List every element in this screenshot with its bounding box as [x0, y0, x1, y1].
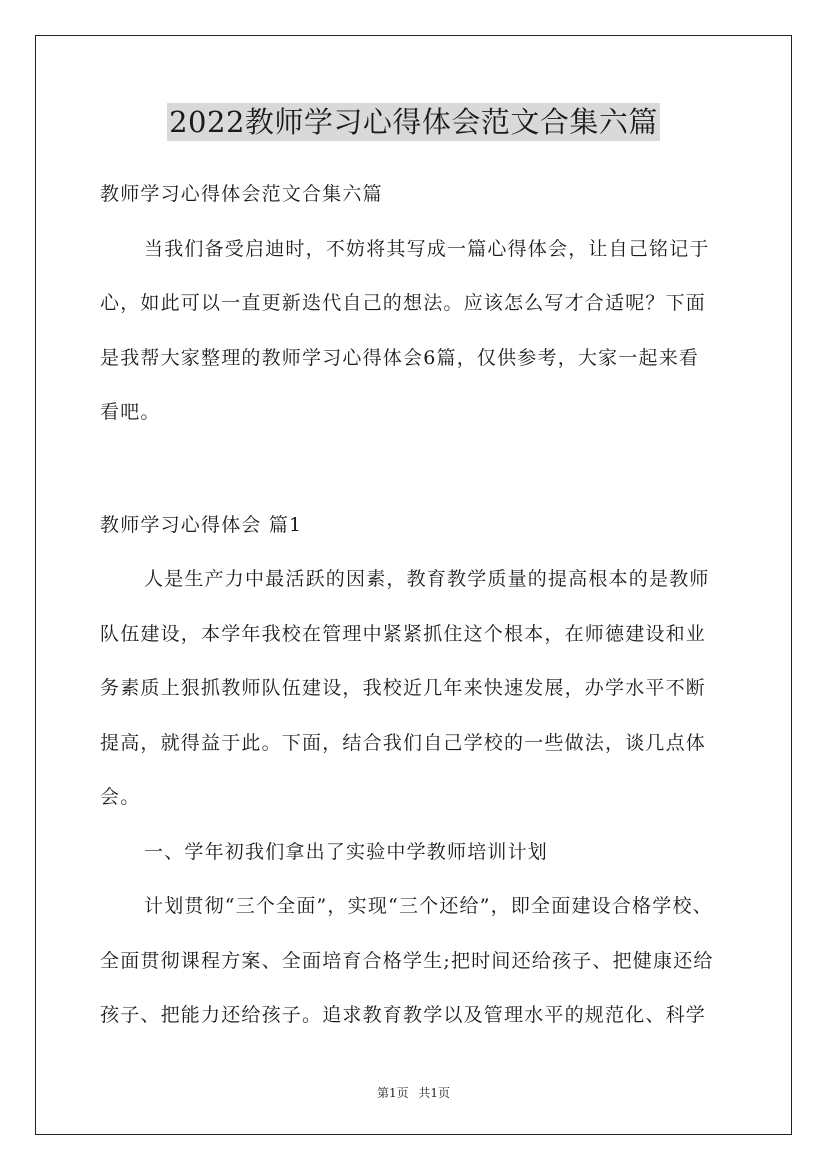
intro-line: 是我帮大家整理的教师学习心得体会6篇，仅供参考，大家一起来看: [100, 346, 700, 369]
page-footer: [0, 1084, 827, 1101]
intro-line: 看吧。: [100, 401, 161, 423]
paragraph-line: 人是生产力中最活跃的因素，教育教学质量的提高根本的是教师: [144, 568, 710, 590]
page-number: 第1页: [376, 1086, 409, 1100]
subtitle: 教师学习心得体会范文合集六篇: [100, 183, 383, 205]
title-container: [0, 103, 827, 141]
paragraph-line: 全面贯彻课程方案、全面培育合格学生;把时间还给孩子、把健康还给: [100, 949, 714, 972]
page-total: 共1页: [418, 1086, 451, 1100]
intro-line: 当我们备受启迪时，不妨将其写成一篇心得体会，让自己铭记于: [144, 237, 710, 260]
intro-line: 心，如此可以一直更新迭代自己的想法。应该怎么写才合适呢？下面: [100, 292, 707, 314]
paragraph-line: 会。: [100, 786, 141, 808]
paragraph-line: 计划贯彻“三个全面”，实现“三个还给”，即全面建设合格学校、: [144, 895, 713, 917]
paragraph-line: 队伍建设，本学年我校在管理中紧紧抓住这个根本，在师德建设和业: [100, 622, 707, 645]
point-heading: 一、学年初我们拿出了实验中学教师培训计划: [144, 840, 549, 863]
document-body: [100, 176, 730, 1052]
paragraph-line: 务素质上狠抓教师队伍建设，我校近几年来快速发展，办学水平不断: [100, 677, 707, 699]
section-spacer: [100, 449, 730, 507]
paragraph-line: 孩子、把能力还给孩子。追求教育教学以及管理水平的规范化、科学: [100, 1004, 707, 1026]
paragraph-line: 提高，就得益于此。下面，结合我们自己学校的一些做法，谈几点体: [100, 731, 707, 754]
section-heading: 教师学习心得体会 篇1: [100, 513, 303, 536]
document-title: 2022教师学习心得体会范文合集六篇: [169, 105, 658, 139]
